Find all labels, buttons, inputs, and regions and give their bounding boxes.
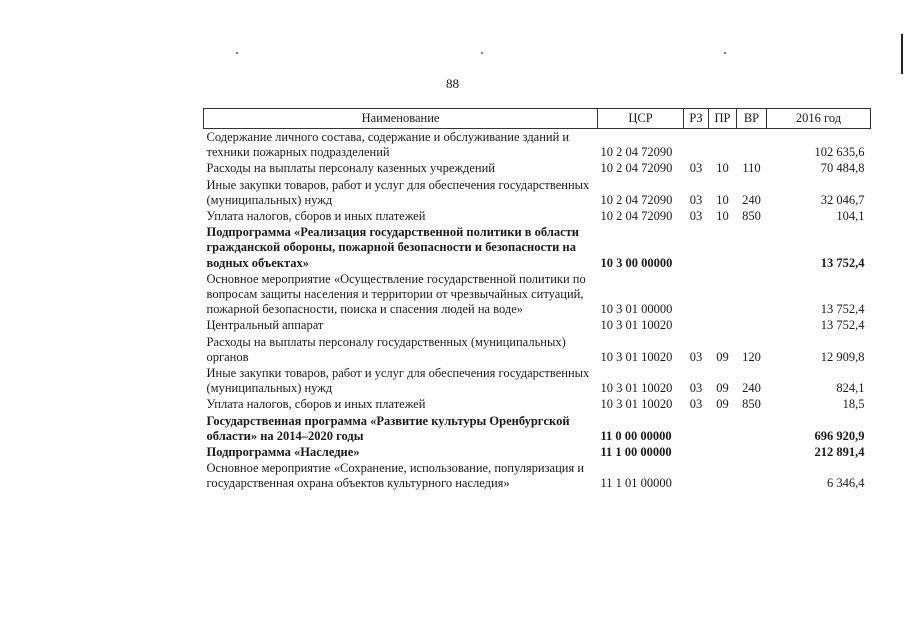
row-amount-cell: 32 046,7	[820, 192, 865, 207]
row-name-cell: Основное мероприятие «Осуществление государственной политики по вопросам защиты населения и территории от чрезвычайных ситуаций, пожарной безопасности, поиска и спасения людей на воде»	[206, 271, 586, 317]
row-vr-cell: 110	[742, 161, 761, 176]
row-csr-cell: 11 1 00 00000	[600, 445, 672, 460]
row-name-cell: Подпрограмма «Наследие»	[206, 445, 360, 460]
table-row	[204, 460, 871, 491]
row-vr-cell: 850	[742, 209, 761, 224]
row-rz-cell: 03	[689, 192, 703, 207]
table-row	[204, 224, 871, 271]
row-csr-cell: 10 2 04 72090	[600, 161, 673, 176]
header-rz: РЗ	[684, 109, 709, 129]
row-rz-cell: 03	[689, 161, 703, 176]
row-csr-cell: 11 1 01 00000	[600, 476, 672, 491]
row-rz-cell	[684, 413, 709, 444]
scan-edge-mark	[901, 34, 903, 74]
row-pr-cell	[709, 271, 737, 318]
scan-dot	[236, 52, 238, 54]
row-vr-cell: 240	[742, 192, 761, 207]
scan-dot	[724, 52, 726, 54]
row-name-cell: Содержание личного состава, содержание и обслуживание зданий и техники пожарных подразделений	[206, 130, 570, 160]
header-year: 2016 год	[767, 109, 871, 129]
row-name-cell: Расходы на выплаты персоналу казенных учреждений	[206, 161, 495, 176]
row-rz-cell: 03	[689, 381, 703, 396]
row-csr-cell: 10 2 04 72090	[600, 192, 673, 207]
row-rz-cell: 03	[689, 349, 703, 364]
row-name-cell: Центральный аппарат	[206, 318, 324, 333]
row-amount-cell: 6 346,4	[827, 476, 865, 491]
row-pr-cell	[709, 317, 737, 333]
row-vr-cell	[737, 413, 767, 444]
row-csr-cell: 10 3 01 10020	[600, 381, 673, 396]
row-name-cell: Уплата налогов, сборов и иных платежей	[206, 397, 426, 412]
row-pr-cell: 09	[716, 381, 729, 396]
row-csr-cell: 11 0 00 00000	[600, 428, 672, 443]
row-rz-cell	[684, 271, 709, 318]
row-pr-cell: 09	[716, 397, 729, 412]
table-row	[204, 334, 871, 365]
table-row	[204, 444, 871, 460]
header-pr: ПР	[709, 109, 737, 129]
row-rz-cell	[684, 444, 709, 460]
row-vr-cell: 850	[742, 397, 761, 412]
page-number: 88	[446, 76, 459, 91]
row-amount-cell: 696 920,9	[814, 428, 865, 443]
row-pr-cell: 10	[716, 209, 729, 224]
row-vr-cell	[737, 224, 767, 271]
table-row	[204, 160, 871, 176]
row-amount-cell: 12 909,8	[820, 349, 865, 364]
row-pr-cell: 10	[716, 161, 729, 176]
row-amount-cell: 824,1	[836, 381, 865, 396]
row-name-cell: Иные закупки товаров, работ и услуг для обеспечения государственных (муниципальных) нужд	[206, 177, 590, 207]
table-row	[204, 365, 871, 396]
row-amount-cell: 13 752,4	[820, 318, 865, 333]
row-rz-cell	[684, 460, 709, 491]
row-pr-cell	[709, 460, 737, 491]
row-pr-cell	[709, 413, 737, 444]
row-name-cell: Основное мероприятие «Сохранение, использование, популяризация и государственная охрана объектов культурного наследия»	[206, 461, 585, 491]
row-csr-cell: 10 3 01 10020	[600, 318, 673, 333]
row-amount-cell: 13 752,4	[820, 255, 865, 270]
row-vr-cell: 240	[742, 381, 761, 396]
row-csr-cell: 10 3 01 10020	[600, 397, 673, 412]
table-row	[204, 396, 871, 412]
row-name-cell: Иные закупки товаров, работ и услуг для обеспечения государственных (муниципальных) нужд	[206, 366, 590, 396]
scan-dot	[481, 52, 483, 54]
row-name-cell: Расходы на выплаты персоналу государственных (муниципальных) органов	[206, 334, 566, 364]
row-pr-cell	[709, 444, 737, 460]
table-row	[204, 317, 871, 333]
row-csr-cell: 10 3 01 00000	[600, 302, 673, 317]
row-vr-cell: 120	[742, 349, 761, 364]
row-name-cell: Уплата налогов, сборов и иных платежей	[206, 209, 426, 224]
header-name: Наименование	[204, 109, 598, 129]
row-amount-cell: 102 635,6	[814, 145, 865, 160]
row-csr-cell: 10 3 01 10020	[600, 349, 673, 364]
table-row	[204, 413, 871, 444]
header-csr: ЦСР	[598, 109, 684, 129]
header-vr: ВР	[737, 109, 767, 129]
row-amount-cell: 70 484,8	[820, 161, 865, 176]
row-pr-cell: 10	[716, 192, 729, 207]
row-vr-cell	[737, 444, 767, 460]
table-row	[204, 208, 871, 224]
row-name-cell: Государственная программа «Развитие культуры Оренбургской области» на 2014–2020 годы	[206, 413, 570, 443]
row-pr-cell	[709, 129, 737, 161]
row-amount-cell: 18,5	[842, 397, 865, 412]
row-csr-cell: 10 2 04 72090	[600, 209, 673, 224]
row-pr-cell: 09	[716, 349, 729, 364]
table-row	[204, 271, 871, 318]
row-csr-cell: 10 3 00 00000	[600, 255, 673, 270]
row-vr-cell	[737, 317, 767, 333]
row-vr-cell	[737, 460, 767, 491]
row-rz-cell: 03	[689, 397, 703, 412]
table-header-row	[204, 109, 871, 129]
row-vr-cell	[737, 271, 767, 318]
row-amount-cell: 13 752,4	[820, 302, 865, 317]
row-rz-cell: 03	[689, 209, 703, 224]
row-rz-cell	[684, 129, 709, 161]
table-row	[204, 129, 871, 161]
row-pr-cell	[709, 224, 737, 271]
row-rz-cell	[684, 317, 709, 333]
row-csr-cell: 10 2 04 72090	[600, 145, 673, 160]
row-rz-cell	[684, 224, 709, 271]
budget-table	[203, 108, 871, 492]
table-row	[204, 177, 871, 208]
row-vr-cell	[737, 129, 767, 161]
row-amount-cell: 212 891,4	[814, 445, 865, 460]
row-name-cell: Подпрограмма «Реализация государственной политики в области гражданской обороны, пожарной безопасности и безопасности на водных объектах»	[206, 225, 579, 270]
row-amount-cell: 104,1	[836, 209, 865, 224]
